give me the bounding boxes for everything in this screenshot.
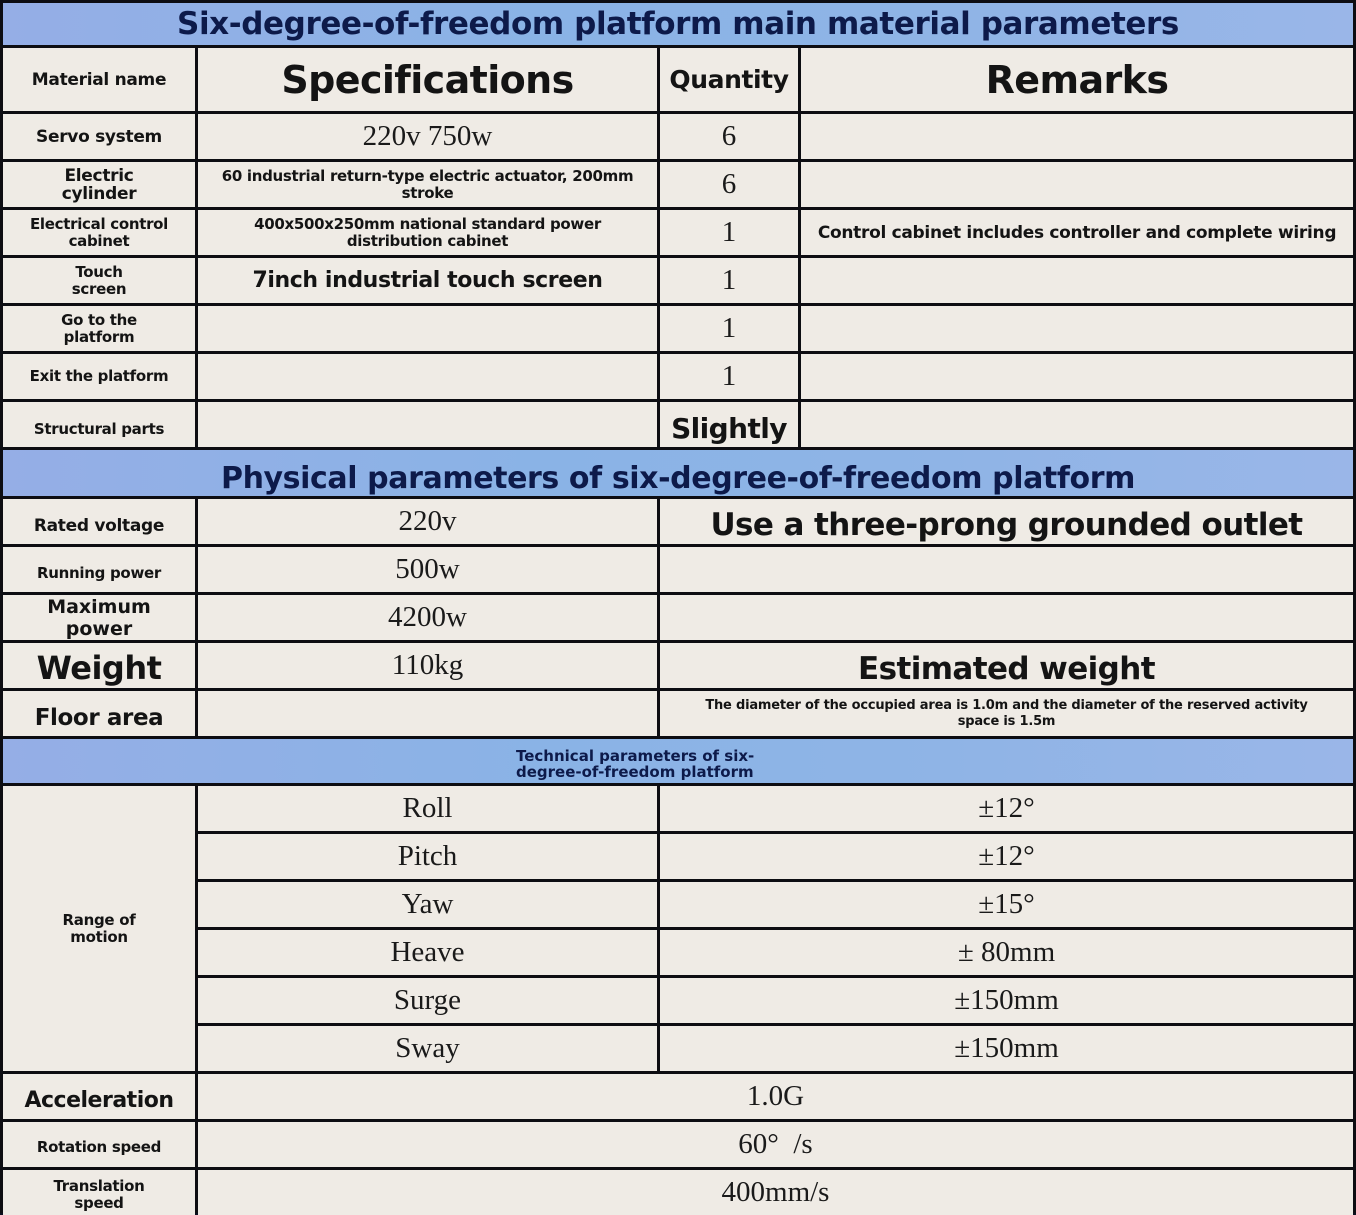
motion-value: ±15°: [660, 882, 1353, 927]
material-name: Servo system: [3, 114, 195, 159]
material-name: Electrical control cabinet: [3, 210, 195, 255]
material-spec: [198, 354, 657, 399]
material-remarks: [801, 354, 1353, 399]
range-of-motion-label: Range of motion: [3, 786, 195, 1071]
material-qty: Slightly: [660, 402, 798, 447]
physical-row: [0, 595, 1356, 640]
physical-name: Maximum power: [3, 595, 195, 640]
materials-header-row: [0, 48, 1356, 111]
physical-value: 110kg: [198, 643, 657, 688]
physical-row: [0, 547, 1356, 592]
material-spec: [198, 306, 657, 351]
physical-value: 500w: [198, 547, 657, 592]
physical-value: 4200w: [198, 595, 657, 640]
material-spec: 7inch industrial touch screen: [198, 258, 657, 303]
motion-value: ± 80mm: [660, 930, 1353, 975]
physical-name: Running power: [3, 547, 195, 592]
header-quantity: Quantity: [660, 48, 798, 111]
header-remarks: Remarks: [801, 48, 1353, 111]
material-remarks: [801, 162, 1353, 207]
technical-name: Acceleration: [3, 1074, 195, 1119]
technical-row: [0, 1074, 1356, 1119]
motion-row: [0, 978, 1356, 1023]
physical-section-title: Physical parameters of six-degree-of-freedom platform: [3, 450, 1353, 496]
material-row: [0, 258, 1356, 303]
physical-name: Weight: [3, 643, 195, 688]
material-qty: 1: [660, 306, 798, 351]
technical-value: 60° /s: [198, 1122, 1353, 1167]
physical-name: Floor area: [3, 691, 195, 736]
material-remarks: [801, 114, 1353, 159]
motion-axis: Pitch: [198, 834, 657, 879]
physical-row: [0, 643, 1356, 688]
motion-row: [0, 834, 1356, 879]
materials-section-title: Six-degree-of-freedom platform main material parameters: [3, 3, 1353, 45]
technical-name: Rotation speed: [3, 1122, 195, 1167]
material-remarks: [801, 402, 1353, 447]
physical-value: 220v: [198, 499, 657, 544]
material-qty: 6: [660, 162, 798, 207]
motion-axis: Heave: [198, 930, 657, 975]
material-name: Go to the platform: [3, 306, 195, 351]
motion-axis: Yaw: [198, 882, 657, 927]
material-spec: [198, 402, 657, 447]
motion-axis: Surge: [198, 978, 657, 1023]
material-remarks: [801, 306, 1353, 351]
material-spec: 400x500x250mm national standard power distribution cabinet: [198, 210, 657, 255]
motion-axis: Roll: [198, 786, 657, 831]
physical-value: [198, 691, 657, 736]
technical-section-title-text: Technical parameters of six-degree-of-freedom platform: [516, 747, 755, 781]
motion-row: [0, 786, 1356, 831]
material-qty: 1: [660, 210, 798, 255]
physical-row: [0, 691, 1356, 736]
material-row: [0, 306, 1356, 351]
technical-row: [0, 1170, 1356, 1215]
physical-name: Rated voltage: [3, 499, 195, 544]
material-row: [0, 354, 1356, 399]
header-material-name: Material name: [3, 48, 195, 111]
material-row: [0, 162, 1356, 207]
material-qty: 1: [660, 258, 798, 303]
material-row: [0, 402, 1356, 447]
material-qty: 1: [660, 354, 798, 399]
motion-value: ±150mm: [660, 1026, 1353, 1071]
physical-remarks: The diameter of the occupied area is 1.0m and the diameter of the reserved activity space is 1.5m: [660, 691, 1353, 736]
material-row: [0, 114, 1356, 159]
header-specifications: Specifications: [198, 48, 657, 111]
motion-row: [0, 882, 1356, 927]
material-name: Exit the platform: [3, 354, 195, 399]
physical-remarks: [660, 595, 1353, 640]
material-name: Structural parts: [3, 402, 195, 447]
material-name: Electric cylinder: [3, 162, 195, 207]
material-remarks: Control cabinet includes controller and complete wiring: [801, 210, 1353, 255]
physical-row: [0, 499, 1356, 544]
motion-row: [0, 1026, 1356, 1071]
physical-remarks: Estimated weight: [660, 643, 1353, 688]
motion-row: [0, 930, 1356, 975]
motion-value: ±150mm: [660, 978, 1353, 1023]
technical-value: 400mm/s: [198, 1170, 1353, 1215]
material-qty: 6: [660, 114, 798, 159]
motion-value: ±12°: [660, 834, 1353, 879]
material-spec: 220v 750w: [198, 114, 657, 159]
physical-remarks: Use a three-prong grounded outlet: [660, 499, 1353, 544]
motion-value: ±12°: [660, 786, 1353, 831]
material-spec: 60 industrial return-type electric actuator, 200mm stroke: [198, 162, 657, 207]
physical-remarks: [660, 547, 1353, 592]
material-remarks: [801, 258, 1353, 303]
technical-value: 1.0G: [198, 1074, 1353, 1119]
material-row: [0, 210, 1356, 255]
technical-section-title: [3, 739, 1353, 783]
technical-row: [0, 1122, 1356, 1167]
motion-axis: Sway: [198, 1026, 657, 1071]
technical-name: Translation speed: [3, 1170, 195, 1215]
material-name: Touch screen: [3, 258, 195, 303]
